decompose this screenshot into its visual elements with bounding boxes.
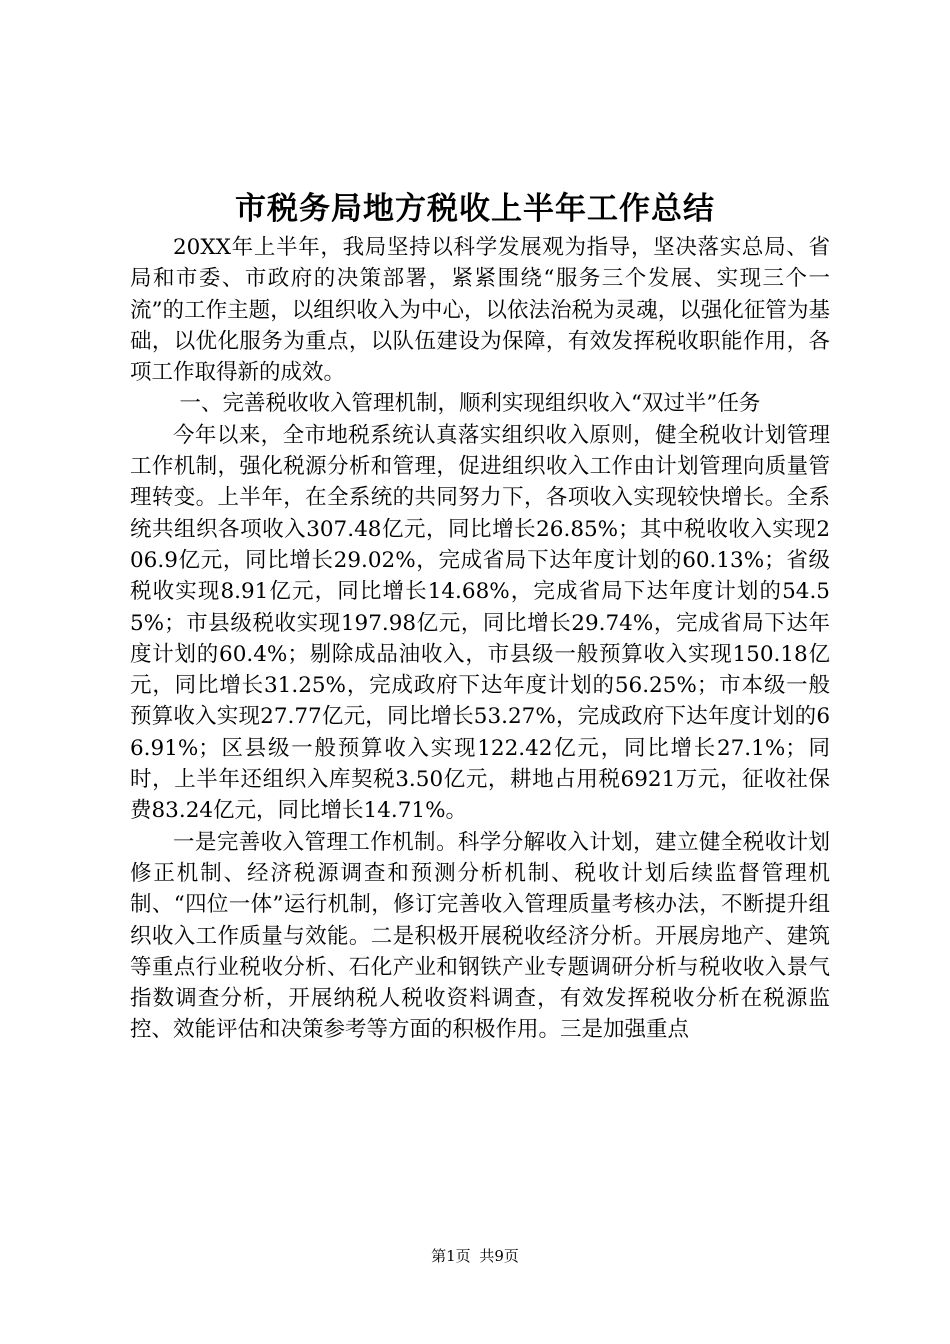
page-number: 第1页 bbox=[431, 1247, 471, 1265]
paragraph-intro: 20XX年上半年，我局坚持以科学发展观为指导，坚决落实总局、省局和市委、市政府的决策部署，紧紧围绕“服务三个发展、实现三个一流”的工作主题，以组织收入为中心，以依法治税为灵魂，以强化征管为基础，以优化服务为重点，以队伍建设为保障，有效发挥税收职能作用，各项工作取得新的成效。 bbox=[130, 235, 830, 386]
section-heading-1: 一、完善税收收入管理机制，顺利实现组织收入“双过半”任务 bbox=[179, 391, 761, 417]
paragraph-revenue-summary: 今年以来，全市地税系统认真落实组织收入原则，健全税收计划管理工作机制，强化税源分析和管理，促进组织收入工作由计划管理向质量管理转变。上半年，在全系统的共同努力下，各项收入实现较快增长。全系统共组织各项收入307.48亿元，同比增长26.85%；其中税收收入实现206.9亿元，同比增长29.02%，完成省局下达年度计划的60.13%；省级税收实现8.91亿元，同比增长14.68%，完成省局下达年度计划的54.55%；市县级税收实现197.98亿元，同比增长29.74%，完成省局下达年度计划的60.4%；剔除成品油收入，市县级一般预算收入实现150.18亿元，同比增长31.25%，完成政府下达年度计划的56.25%；市本级一般预算收入实现27.77亿元，同比增长53.27%，完成政府下达年度计划的66.91%；区县级一般预算收入实现122.42亿元，同比增长27.1%；同时，上半年还组织入库契税3.50亿元，耕地占用税6921万元，征收社保费83.24亿元，同比增长14.71%。 bbox=[130, 422, 830, 824]
paragraph-measures: 一是完善收入管理工作机制。科学分解收入计划，建立健全税收计划修正机制、经济税源调查和预测分析机制、税收计划后续监督管理机制、“四位一体”运行机制，修订完善收入管理质量考核办法，不断提升组织收入工作质量与效能。二是积极开展税收经济分析。开展房地产、建筑等重点行业税收分析、石化产业和钢铁产业专题调研分析与税收收入景气指数调查分析，开展纳税人税收资料调查，有效发挥税收分析在税源监控、效能评估和决策参考等方面的积极作用。三是加强重点 bbox=[130, 829, 830, 1043]
document-body bbox=[130, 232, 830, 1046]
page-footer bbox=[0, 1246, 950, 1266]
document-title: 市税务局地方税收上半年工作总结 bbox=[235, 191, 715, 227]
page-total: 共9页 bbox=[479, 1247, 519, 1265]
